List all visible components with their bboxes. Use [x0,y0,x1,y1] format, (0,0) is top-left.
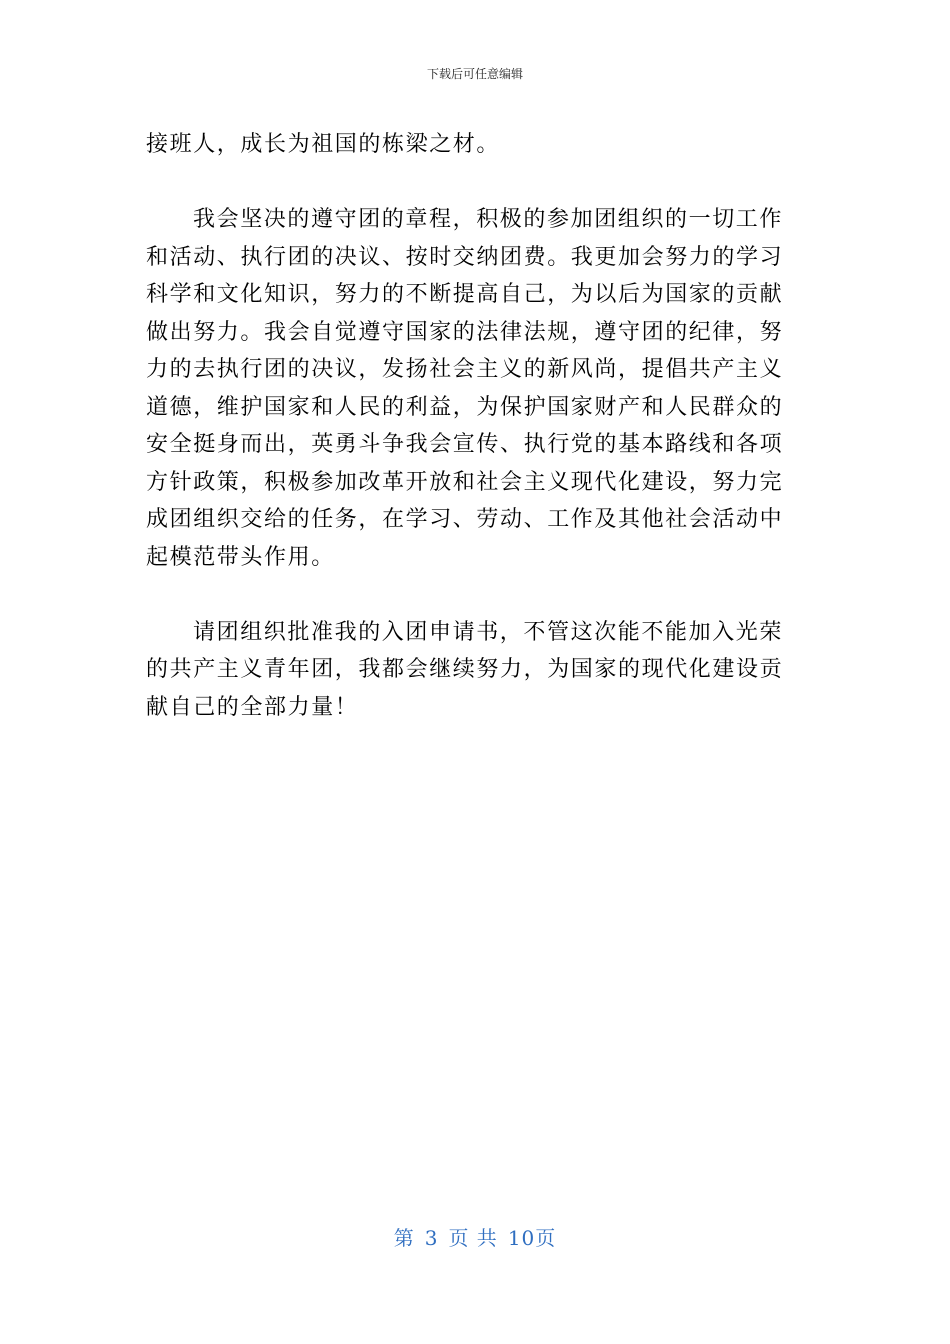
footer-total-pages: 10页 [507,1226,557,1250]
paragraph-1: 接班人，成长为祖国的栋梁之材。 [146,132,501,157]
paragraph-3: 请团组织批准我的入团申请书，不管这次能不能加入光荣的共产主义青年团，我都会继续努力，为国家的现代化建设贡献自己的全部力量！ [146,619,784,720]
footer-prefix: 第 [393,1226,415,1250]
footer-current-page: 3 [424,1226,439,1250]
document-body [146,126,796,726]
page-header [0,66,950,82]
page-footer [0,1225,950,1251]
footer-middle: 页 共 [448,1226,498,1250]
paragraph-2: 我会坚决的遵守团的章程，积极的参加团组织的一切工作和活动、执行团的决议、按时交纳团费。我更加会努力的学习科学和文化知识，努力的不断提高自己，为以后为国家的贡献做出努力。我会自觉遵守国家的法律法规，遵守团的纪律，努力的去执行团的决议，发扬社会主义的新风尚，提倡共产主义道德，维护国家和人民的利益，为保护国家财产和人民群众的安全挺身而出，英勇斗争我会宣传、执行党的基本路线和各项方针政策，积极参加改革开放和社会主义现代化建设，努力完成团组织交给的任务，在学习、劳动、工作及其他社会活动中起模范带头作用。 [146,207,784,570]
header-text: 下载后可任意编辑 [426,67,523,81]
